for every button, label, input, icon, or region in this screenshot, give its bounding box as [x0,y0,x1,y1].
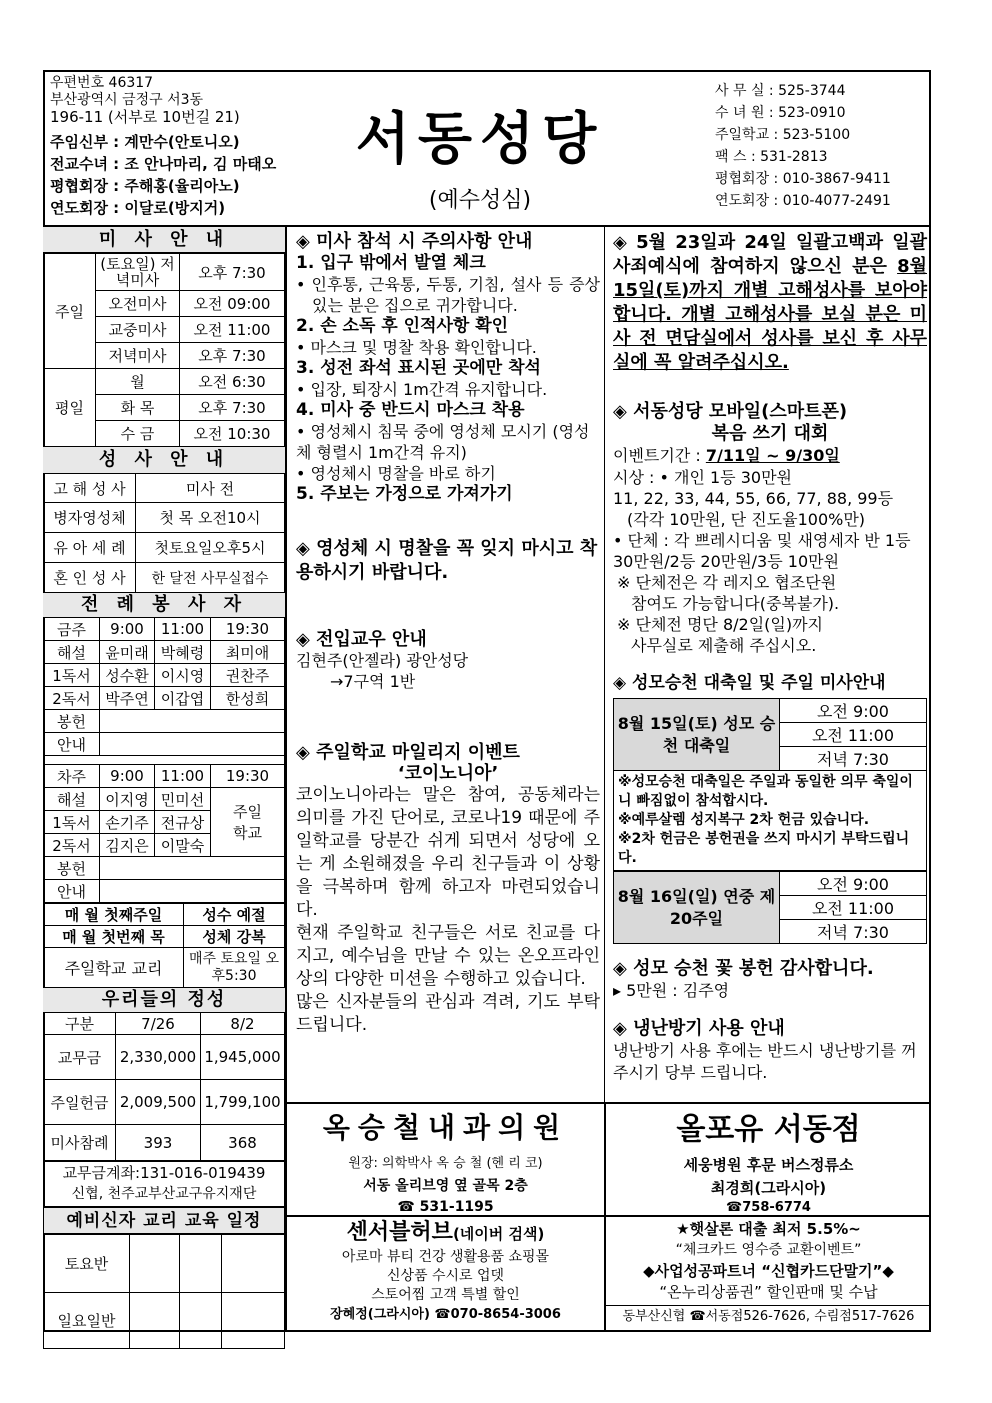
section-title: ◈ 주일학교 마일리지 이벤트 [296,742,520,763]
feast-title: 8월 16일(일) 연중 제20주일 [614,872,780,944]
liturgy-cell: 1독서 [44,664,100,687]
page-subtitle: (예수성심) [428,188,532,213]
feast-time: 오전 11:00 [780,723,927,747]
offering-label: 교무금 [44,1035,116,1080]
contact-item: 팩 스 : 531-2813 [715,149,828,165]
contact-item: 수 녀 원 : 523-0910 [715,105,846,121]
liturgy-cell: 2독서 [44,687,100,710]
liturgy-cell: 민미선 [155,788,211,811]
ad-title-sub: (네이버 검색) [452,1225,545,1243]
ad-line: 원장: 의학박사 옥 승 철 (헨 리 코) [348,1156,543,1171]
event-period [613,445,927,467]
liturgy-cell: 최미애 [211,641,285,664]
event-detail: 11, 22, 33, 44, 55, 66, 77, 88, 99등 [613,489,894,508]
liturgy-cell [100,710,285,733]
liturgy-cell [211,788,285,857]
mass-name: 월 [96,369,180,395]
confession-text: ◈ 5월 23일과 24일 일괄고백과 일괄 사죄예식에 참여하지 않으신 분은 [613,232,927,277]
catechumen-cell [130,1235,180,1293]
feast-table-2 [613,871,927,944]
offering-title: 우리들의 정성 [43,988,285,1012]
liturgy-cell: 박주연 [100,687,155,710]
event-period-value: 7/11일 ~ 9/30일 [705,446,840,465]
offering-value: 1,945,000 [201,1035,285,1080]
ad-sensible-herb [287,1217,604,1331]
section-title: ◈ 냉난방기 사용 안내 [613,1018,785,1039]
offering-table [43,1012,285,1161]
weekday-label: 평일 [44,369,96,447]
rule-item: 3. 성전 좌석 표시된 곳에만 착석 [296,358,541,378]
event-detail: • 단체 : 각 쁘레시디움 및 새영세자 반 1등 30만원/2등 20만원/3등 10만원 [613,531,911,571]
ad-line: ◆사업성공파트너 “신협카드단말기”◆ [643,1262,894,1280]
council-president: 평협회장 : 주해홍(율리아노) [50,177,240,195]
contact-item: 주일학교 : 523-5100 [715,127,851,143]
event-detail: (각각 10만원, 단 진도율100%만) [627,510,866,529]
mass-name: (토요일) 저녁미사 [96,254,180,291]
feast-time: 오전 9:00 [780,699,927,723]
liturgy-title: 전 례 봉 사 자 [43,593,285,617]
event-detail: 시상 : • 개인 1등 30만원 [613,468,792,487]
rule-item: 1. 입구 밖에서 발열 체크 [296,253,486,273]
mass-time: 오전 09:00 [180,291,285,317]
catechumen-title: 예비신자 교리 교육 일정 [43,1207,285,1234]
ad-line: 동부산신협 ☎서동점526-7626, 수림점517-7626 [606,1305,931,1327]
liturgy-cell: 봉헌 [44,710,100,733]
catechumen-label: 일요일반 [44,1293,130,1349]
sister: 전교수녀 : 조 안나마리, 김 마태오 [50,155,277,173]
liturgy-cell-text: 주일 [233,803,262,821]
liturgy-cell: 김지은 [100,834,155,857]
address-line: 부산광역시 금정구 서3동 [50,92,204,108]
sacrament-table [43,473,285,593]
mass-time: 오전 6:30 [180,369,285,395]
offering-head: 구분 [44,1013,116,1035]
contact-item: 연도회장 : 010-4077-2491 [715,193,891,209]
sunday-label: 주일 [44,254,96,369]
event-detail: 사무실로 제출해 주십시오. [631,636,817,655]
feast-note: ※성모승천 대축일은 주일과 동일한 의무 축일이니 빠짐없이 참석합시다. [618,774,913,809]
school-label: 주일학교 교리 [44,948,184,988]
liturgy-cell [100,857,285,880]
liturgy-cell: 11:00 [155,618,211,641]
event-detail: ※ 단체전 명단 8/2일(일)까지 [617,615,824,634]
liturgy-cell: 안내 [44,733,100,756]
ad-line: “온누리상품권” 할인판매 및 수납 [659,1283,878,1301]
catechumen-cell [222,1293,285,1349]
section-title: ◈ 성모승천 대축일 및 주일 미사안내 [613,673,886,693]
sacrament-time: 한 달전 사무실접수 [136,563,285,593]
mass-time: 오전 11:00 [180,317,285,343]
offering-value: 368 [201,1125,285,1161]
account-box [43,1161,285,1207]
account-number: 교무금계좌:131-016-019439 [62,1164,266,1182]
offering-label: 주일헌금 [44,1080,116,1125]
rule-detail: • 인후통, 근육통, 두통, 기침, 설사 등 증상 있는 분은 집으로 귀가합니다. [296,275,600,315]
liturgy-cell: 이지영 [100,788,155,811]
feast-note: ※예루살렘 성지복구 2차 헌금 있습니다. [618,812,870,828]
offering-value: 2,330,000 [116,1035,201,1080]
ad-line: 세웅병원 후문 버스정류소 [683,1156,854,1174]
sacrament-title: 성 사 안 내 [43,447,285,473]
liturgy-table-next-week [43,764,285,903]
liturgy-cell: 이시영 [155,664,211,687]
feast-notes [613,771,927,871]
event-detail: 참여도 가능합니다(중복불가). [631,594,840,613]
liturgy-cell: 이말숙 [155,834,211,857]
feast-time: 저녁 7:30 [780,747,927,771]
sacrament-name: 병자영성체 [44,503,136,533]
catechumen-label: 토요반 [44,1235,130,1293]
sacrament-time: 첫토요일오후5시 [136,533,285,563]
monthly-label: 매 월 첫째주일 [44,904,184,926]
liturgy-cell: 19:30 [211,765,285,788]
ad-clinic [287,1104,604,1215]
section-body: 코이노니아라는 말은 참여, 공동체라는 의미를 가진 단어로, 코로나19 때문에 주일학교를 당분간 쉬게 되면서 성당에 오는 게 소원해졌을 우리 친구들과 이 상황을 극복하며 함께 하고자 마련되었습니다. [296,785,600,920]
sacrament-name: 고 해 성 사 [44,474,136,503]
section-subtitle: ‘코이노니아’ [397,763,499,784]
liturgy-cell: 윤미래 [100,641,155,664]
offering-head: 7/26 [116,1013,201,1035]
mass-time: 오전 10:30 [180,421,285,447]
liturgy-cell: 1독서 [44,811,100,834]
mass-title: 미 사 안 내 [43,227,285,253]
liturgy-cell: 이갑엽 [155,687,211,710]
liturgy-table-this-week [43,617,285,756]
event-detail: ※ 단체전은 각 레지오 협조단원 [617,573,837,592]
ad-line: 아로마 뷰티 건강 생활용품 쇼핑몰 [341,1249,550,1265]
ad-line: ☎758-6774 [726,1200,811,1215]
pastor: 주임신부 : 계만수(안토니오) [50,133,240,151]
section-body: 현재 주일학교 친구들은 서로 친교를 다지고, 예수님을 만날 수 있는 온오프라인상의 다양한 미션을 수행하고 있습니다. [296,923,600,989]
section-title: ◈ 성모 승천 꽃 봉헌 감사합니다. [613,958,874,979]
page-title: 서동성당 [355,107,605,172]
section-title: ◈ 전입교우 안내 [296,629,427,650]
event-period-label: 이벤트기간 : [613,446,706,465]
ad-credit-union [606,1217,931,1331]
section-body: 많은 신자분들의 관심과 격려, 기도 부탁드립니다. [296,992,600,1035]
rule-item: 5. 주보는 가정으로 가져가기 [296,484,513,504]
mass-time: 오후 7:30 [180,395,285,421]
ad-title: 옥승철내과의원 [322,1111,569,1144]
liturgy-cell: 9:00 [100,618,155,641]
liturgy-cell: 한성희 [211,687,285,710]
ad-line: 신상품 수시로 업뎃 [386,1268,505,1284]
ad-line: 장혜정(그라시아) ☎070-8654-3006 [330,1307,561,1322]
catechumen-cell [180,1293,222,1349]
school-time: 매주 토요일 오후5:30 [184,948,285,988]
offering-value: 2,009,500 [116,1080,201,1125]
section-title: ◈ 서동성당 모바일(스마트폰) [613,401,848,422]
sacrament-time: 미사 전 [136,474,285,503]
sacrament-name: 유 아 세 례 [44,533,136,563]
account-bank: 신협, 천주교부산교구유지재단 [71,1186,257,1202]
monthly-value: 성체 강복 [184,926,285,948]
section-title: ◈ 미사 참석 시 주의사항 안내 [296,231,533,252]
rule-detail: • 마스크 및 명찰 착용 확인합니다. [296,338,537,357]
confession-notice [613,231,927,375]
ad-line: 최경희(그라시아) [710,1179,827,1197]
sacrament-time: 첫 목 오전10시 [136,503,285,533]
mass-name: 교중미사 [96,317,180,343]
ad-title: 올포유 서동점 [676,1112,861,1147]
feast-note: ※2차 헌금은 봉헌권을 쓰지 마시기 부탁드립니다. [618,831,910,866]
rule-detail: • 입장, 퇴장시 1m간격 유지합니다. [296,380,548,399]
offering-value: 1,799,100 [201,1080,285,1125]
elder-president: 연도회장 : 이달로(방지거) [50,199,226,217]
catechumen-cell [222,1235,285,1293]
newcomer: 김현주(안젤라) 광안성당 [296,651,469,670]
monthly-label: 매 월 첫번째 목 [44,926,184,948]
ad-title: 센서블허브 [346,1220,453,1245]
liturgy-cell [100,733,285,756]
feast-time: 저녁 7:30 [780,920,927,944]
liturgy-cell [100,880,285,903]
rule-item: 4. 미사 중 반드시 마스크 착용 [296,400,525,420]
liturgy-cell: 11:00 [155,765,211,788]
namecard-notice: ◈ 영성체 시 명찰을 꼭 잊지 마시고 착용하시기 바랍니다. [296,538,598,583]
feast-time: 오전 9:00 [780,872,927,896]
feast-table-1 [613,698,927,771]
newcomer-district: →7구역 1반 [330,672,416,691]
mass-name: 수 금 [96,421,180,447]
mass-time: 오후 7:30 [180,343,285,369]
mass-time: 오후 7:30 [180,254,285,291]
right-column [613,231,927,1084]
catechumen-table [43,1234,285,1349]
liturgy-cell: 손기주 [100,811,155,834]
liturgy-cell: 해설 [44,788,100,811]
confession-deadline: 8월 15일(토)까지 개별 고해성사를 보아야 합니다. 개별 고해성사를 보실 분은 미사 전 면담실에서 성사를 보신 후 사무실에 꼭 알려주십시오. [613,256,927,373]
contact-list [715,80,891,212]
catechumen-cell [180,1235,222,1293]
liturgy-cell: 안내 [44,880,100,903]
liturgy-cell: 9:00 [100,765,155,788]
ad-title-row [287,1220,604,1245]
feast-time: 오전 11:00 [780,896,927,920]
offering-label: 미사참례 [44,1125,116,1161]
liturgy-cell: 권찬주 [211,664,285,687]
liturgy-cell: 차주 [44,765,100,788]
contact-item: 사 무 실 : 525-3744 [715,83,846,99]
mass-table [43,253,285,447]
header-staff [50,131,276,219]
ad-line: ☎ 531-1195 [397,1199,494,1215]
ad-line: “체크카드 영수증 교환이벤트” [675,1242,862,1258]
ad-line: ★햇살론 대출 최저 5.5%~ [676,1220,861,1238]
liturgy-cell: 2독서 [44,834,100,857]
mass-name: 오전미사 [96,291,180,317]
liturgy-cell: 해설 [44,641,100,664]
rule-detail: • 영성체시 명찰을 바로 하기 [296,464,496,483]
sacrament-name: 혼 인 성 사 [44,563,136,593]
offering-head: 8/2 [201,1013,285,1035]
liturgy-cell: 전규상 [155,811,211,834]
offering-value: 393 [116,1125,201,1161]
rule-item: 2. 손 소독 후 인적사항 확인 [296,316,509,336]
postal-code: 우편번호 46317 [50,75,154,91]
liturgy-cell: 19:30 [211,618,285,641]
aircon-notice: 냉난방기 사용 후에는 반드시 냉난방기를 꺼주시기 당부 드립니다. [613,1041,917,1082]
liturgy-cell: 봉헌 [44,857,100,880]
middle-column [296,231,600,1037]
header-left [50,75,240,126]
contact-item: 평협회장 : 010-3867-9411 [715,171,891,187]
ad-line: 스토어찜 고객 특별 할인 [371,1287,520,1303]
feast-title: 8월 15일(토) 성모 승천 대축일 [614,699,780,771]
mass-name: 화 목 [96,395,180,421]
ad-line: 서동 올리브영 옆 골목 2층 [363,1178,528,1194]
liturgy-cell: 금주 [44,618,100,641]
column-divider [604,227,605,1102]
monthly-value: 성수 예절 [184,904,285,926]
left-column [43,227,285,1349]
catechumen-cell [130,1293,180,1349]
section-title: 복음 쓰기 대회 [711,423,829,444]
flower-donor: ▸ 5만원 : 김주영 [613,981,730,1000]
address-line: 196-11 (서부로 10번길 21) [50,108,240,126]
liturgy-cell: 성수환 [100,664,155,687]
liturgy-cell: 박혜령 [155,641,211,664]
liturgy-cell-text: 학교 [233,824,262,842]
rule-detail: • 영성체시 침묵 중에 영성체 모시기 (영성체 형렬시 1m간격 유지) [296,422,590,462]
mass-name: 저녁미사 [96,343,180,369]
monthly-table [43,903,285,988]
ad-allforyou [606,1104,931,1215]
